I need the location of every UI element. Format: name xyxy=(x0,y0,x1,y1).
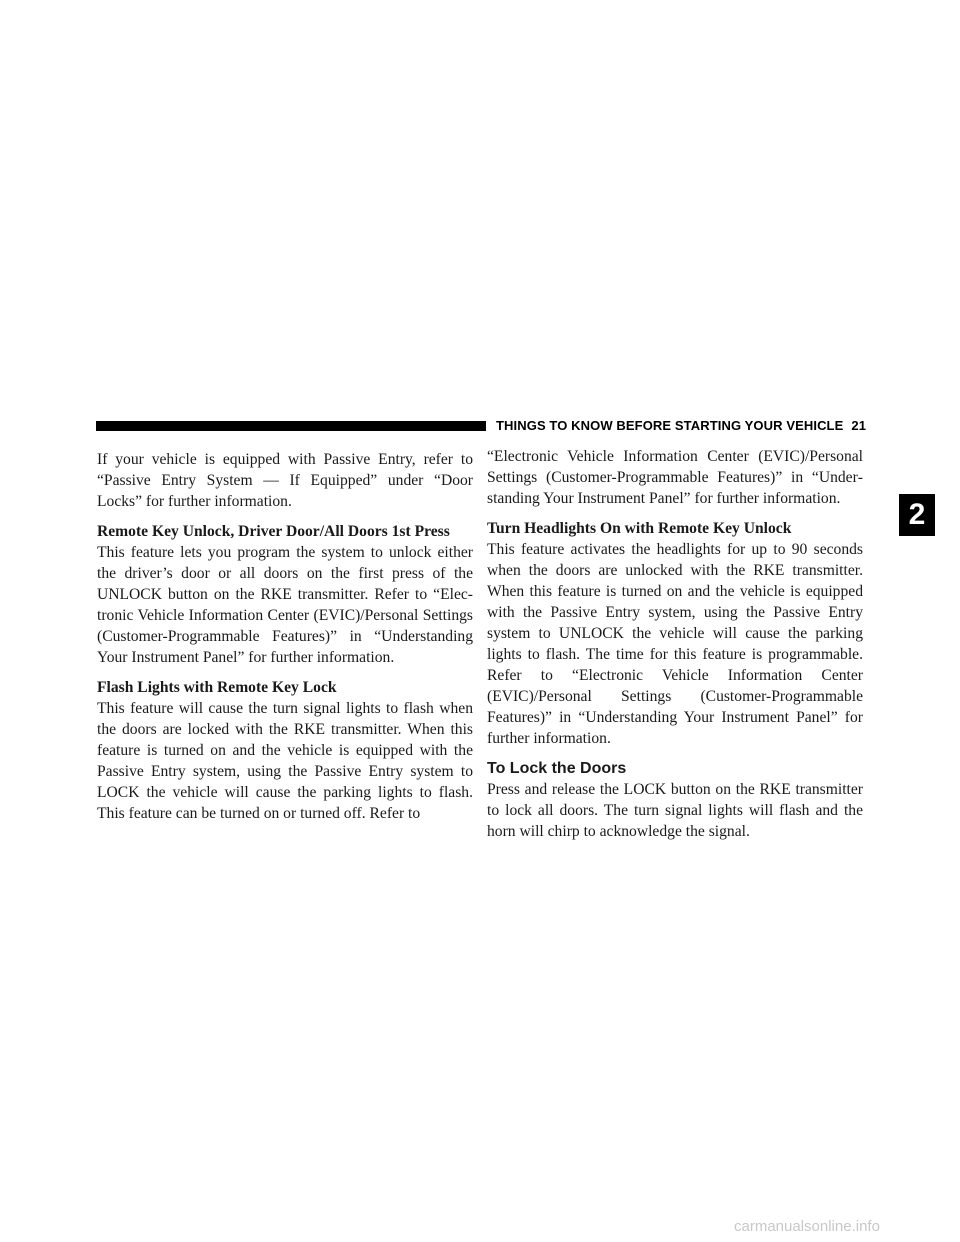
section-heading-remote-key-unlock: Remote Key Unlock, Driver Door/All Doors 1st Press xyxy=(97,523,450,540)
section-heading-turn-headlights-on: Turn Headlights On with Remote Key Unlock xyxy=(487,520,792,537)
section-body-remote-key-unlock: This feature lets you program the system to unlock either the driver’s door or all doors on the first press of the UNLOCK button on the RKE transmitter. Refer to “Electronic Vehicle Information Center (EVIC)/Personal Settings (Customer-Programmable Features)” in “Understanding Your Instrument Panel” for further information. xyxy=(97,544,473,666)
section-heading-flash-lights: Flash Lights with Remote Key Lock xyxy=(97,679,337,696)
section-body-turn-headlights-on: This feature activates the headlights for up to 90 seconds when the doors are unlocked with the RKE transmitter. When this feature is turned on and the vehicle is equipped with the Passive Entry system, using the Passive Entry system to UNLOCK the vehicle will cause the parking lights to flash. The time for this feature is programmable. Refer to “Electronic Vehicle Information Center (EVIC)/Personal Settings (Customer-Programmable Features)” in “Understanding Your Instrument Panel” for further information. xyxy=(487,541,863,747)
watermark: carmanualsonline.info xyxy=(734,1218,880,1235)
section-heading-to-lock-the-doors: To Lock the Doors xyxy=(487,760,627,777)
section-body-to-lock-the-doors: Press and release the LOCK button on the RKE transmitter to lock all doors. The turn signal lights will flash and the horn will chirp to acknowledge the signal. xyxy=(487,781,863,840)
chapter-tab: 2 xyxy=(899,494,935,536)
right-column xyxy=(487,446,863,842)
intro-paragraph: If your vehicle is equipped with Passive Entry, refer to “Passive Entry System — If Equipped” under “Door Locks” for further information. xyxy=(97,451,473,510)
continuation-paragraph: “Electronic Vehicle Information Center (EVIC)/Personal Settings (Customer-Programmable Features)” in “Understanding Your Instrument Panel” for further information. xyxy=(487,448,863,507)
page-number: 21 xyxy=(851,418,867,433)
left-column xyxy=(97,449,473,824)
running-header xyxy=(496,418,866,433)
header-title: THINGS TO KNOW BEFORE STARTING YOUR VEHICLE xyxy=(496,418,844,433)
header-rule xyxy=(96,421,486,431)
section-body-flash-lights: This feature will cause the turn signal lights to flash when the doors are locked with the RKE transmitter. When this feature is turned on and the vehicle is equipped with the Passive Entry system, using the Passive Entry system to LOCK the vehicle will cause the parking lights to flash. This feature can be turned on or turned off. Refer to xyxy=(97,700,473,822)
